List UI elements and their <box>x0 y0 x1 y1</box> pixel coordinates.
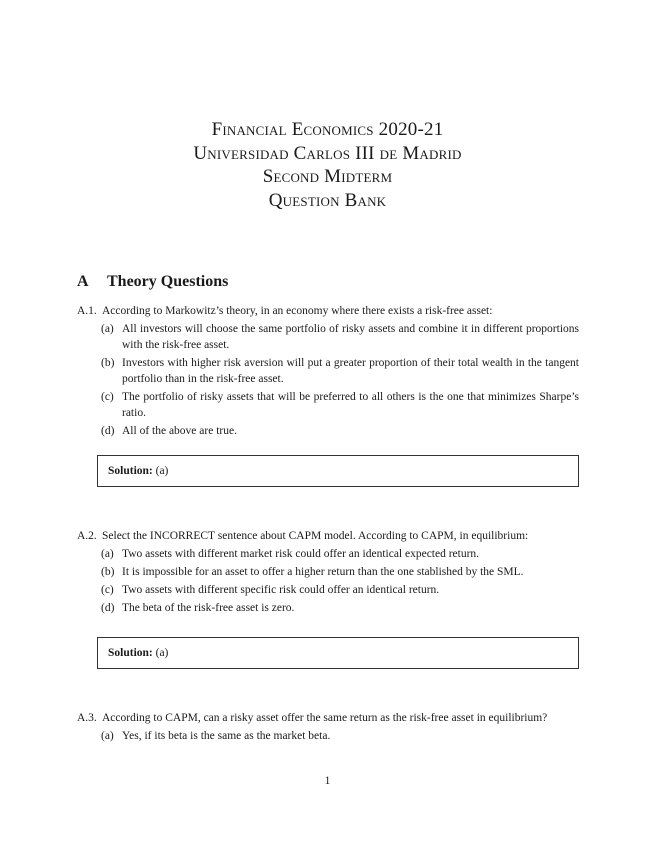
title-line-exam: Second Midterm <box>262 166 393 187</box>
option-label: (a) <box>101 323 114 335</box>
option-label: (b) <box>101 357 115 369</box>
question-text: According to Markowitz’s theory, in an economy where there exists a risk-free asset: <box>102 305 493 317</box>
option-b <box>77 355 579 387</box>
option-a <box>77 321 579 353</box>
question-text: Select the INCORRECT sentence about CAPM model. According to CAPM, in equilibrium: <box>102 530 529 542</box>
question-text: According to CAPM, can a risky asset offer the same return as the risk-free asset in equilibrium? <box>102 712 548 724</box>
option-label: (d) <box>101 602 115 614</box>
section-number: A <box>77 273 89 290</box>
option-c <box>77 582 579 598</box>
question-stem <box>77 528 579 544</box>
option-d <box>77 423 579 439</box>
solution-value: (a) <box>155 647 169 659</box>
option-text: The beta of the risk-free asset is zero. <box>122 602 295 614</box>
document-title <box>0 118 655 212</box>
option-c <box>77 389 579 421</box>
question-number: A.3. <box>77 712 97 724</box>
question-a3 <box>77 710 579 744</box>
option-label: (c) <box>101 584 114 596</box>
option-text: All of the above are true. <box>122 425 237 437</box>
option-label: (b) <box>101 566 115 578</box>
title-line-course: Financial Economics 2020-21 <box>211 119 444 140</box>
option-a <box>77 546 579 562</box>
option-text: All investors will choose the same portfolio of risky assets and combine it in different proportions with the risk-free asset. <box>122 323 579 351</box>
option-label: (a) <box>101 548 114 560</box>
option-d <box>77 600 579 616</box>
question-stem <box>77 303 579 319</box>
section-heading <box>77 273 228 291</box>
option-text: Investors with higher risk aversion will put a greater proportion of their total wealth in the tangent portfolio than in the risk-free asset. <box>122 357 579 385</box>
section-title: Theory Questions <box>107 273 229 290</box>
title-line-university: Universidad Carlos III de Madrid <box>193 142 462 164</box>
solution-label: Solution: <box>108 465 153 477</box>
title-line-subtitle: Question Bank <box>268 189 387 211</box>
option-text: Two assets with different market risk could offer an identical expected return. <box>122 548 480 560</box>
solution-box <box>97 637 579 669</box>
option-text: Yes, if its beta is the same as the market beta. <box>122 730 331 742</box>
question-number: A.2. <box>77 530 97 542</box>
option-label: (d) <box>101 425 115 437</box>
option-label: (c) <box>101 391 114 403</box>
option-text: The portfolio of risky assets that will be preferred to all others is the one that minimizes Sharpe’s ratio. <box>122 391 579 419</box>
question-a1 <box>77 303 579 439</box>
solution-box <box>97 455 579 487</box>
solution-value: (a) <box>155 465 169 477</box>
question-a2 <box>77 528 579 616</box>
question-number: A.1. <box>77 305 97 317</box>
option-b <box>77 564 579 580</box>
solution-a1 <box>77 455 579 487</box>
option-label: (a) <box>101 730 114 742</box>
solution-label: Solution: <box>108 647 153 659</box>
solution-a2 <box>77 637 579 669</box>
option-a <box>77 728 579 744</box>
question-stem <box>77 710 579 726</box>
page-number: 1 <box>324 775 331 787</box>
option-text: Two assets with different specific risk could offer an identical return. <box>122 584 440 596</box>
option-text: It is impossible for an asset to offer a higher return than the one stablished by the SML. <box>122 566 524 578</box>
